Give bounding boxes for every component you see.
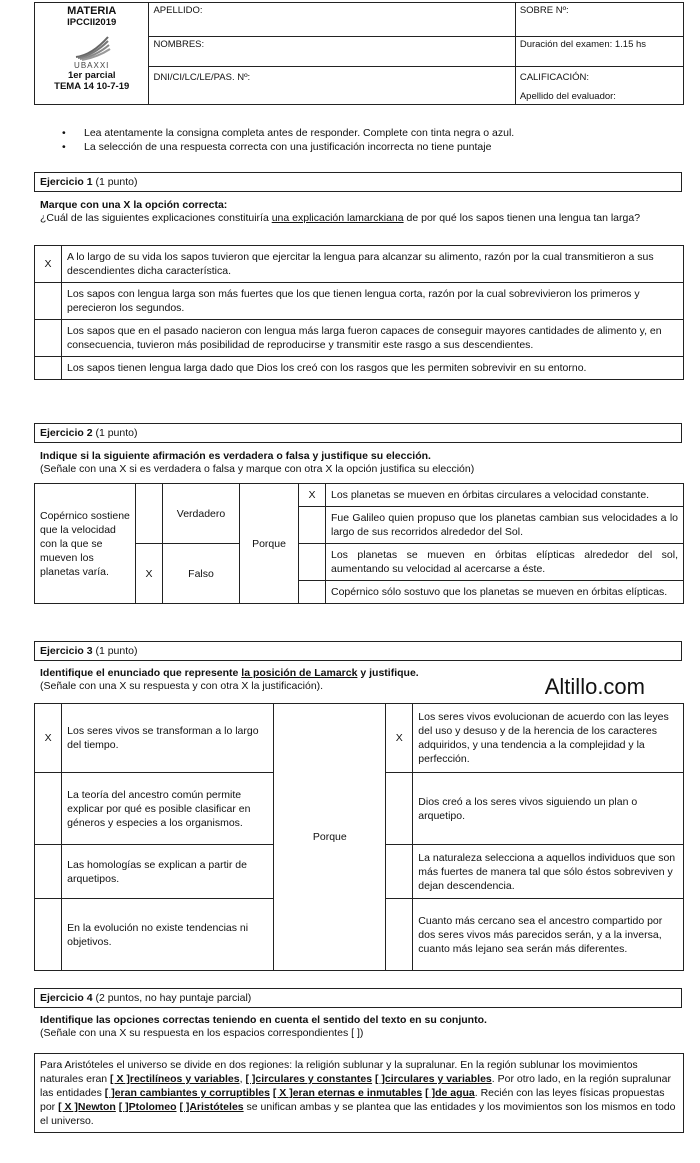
ex3-right-mark[interactable] [386,845,413,899]
ex4-option[interactable]: [ ]Aristóteles [179,1101,244,1113]
ex4-option[interactable]: [ X ]eran eternas e inmutables [272,1087,423,1099]
instruction-item: • Lea atentamente la consigna completa antes de responder. Complete con tinta negra o azul. [60,126,680,140]
ex4-option[interactable]: [ X ]rectilíneos y variables [110,1073,240,1085]
ex4-option[interactable]: [ ]de agua [425,1087,475,1099]
ex1-option[interactable] [35,246,684,283]
ex4-title-box [34,988,682,1008]
ex3-left-text: Los seres vivos se transforman a lo largo del tiempo. [62,704,274,773]
ex3-right-text: Cuanto más cercano sea el ancestro compartido por dos seres vivos más parecidos serán, y a la inversa, cuanto más lejano sea serán más diferentes. [413,899,684,971]
ex3-points: (1 punto) [92,645,138,657]
ex2-reason-text: Copérnico sólo sostuvo que los planetas se mueven en órbitas elípticas. [326,581,684,604]
ex4-option[interactable]: [ X ]Newton [58,1101,116,1113]
ex2-verdadero-mark[interactable] [136,484,163,544]
ex1-title: Ejercicio 1 [40,176,93,188]
ex2-falso-mark[interactable]: X [136,544,163,604]
calificacion-label: CALIFICACIÓN: [519,72,589,83]
ex1-option-text: Los sapos que en el pasado nacieron con lengua más larga fueron capaces de conseguir mayores cantidades de alimento y, en consecuencia, tuvieron más posibilidad de reproducirse y transmitir este rasgo a sus descendientes. [62,320,684,357]
apellido-field[interactable]: APELLIDO: [149,3,515,37]
ex1-question [40,199,680,225]
ex2-reason-mark[interactable] [299,507,326,544]
ex3-instruction-underlined: la posición de Lamarck [241,667,358,679]
ex2-reason-mark[interactable] [299,581,326,604]
ex3-instruction-end: y justifique. [357,667,419,679]
ex2-question [40,450,680,476]
ex3-table [34,703,684,971]
ex3-title: Ejercicio 3 [40,645,93,657]
ex1-option[interactable] [35,357,684,380]
ex2-title-box [34,423,682,443]
exam-header [34,2,684,105]
calificacion-box[interactable] [515,67,683,105]
ex1-q-text: ¿Cuál de las siguientes explicaciones constituiría [40,212,272,224]
ex2-reason-mark[interactable] [299,544,326,581]
ex4-text: se unifican ambas y se plantea que las entidades y los movimientos son los mismos en todo el universo. [40,1101,676,1127]
ex3-left-mark[interactable] [35,773,62,845]
nombres-field[interactable]: NOMBRES: [149,37,515,67]
ex4-option[interactable]: [ ]circulares y variables [375,1073,492,1085]
ex4-option[interactable]: [ ]circulares y constantes [245,1073,373,1085]
ex3-porque: Porque [274,704,386,971]
ex3-right-mark[interactable] [386,773,413,845]
ex4-option[interactable]: [ ]Ptolomeo [118,1101,177,1113]
ex1-option-mark[interactable] [35,283,62,320]
ex3-left-mark[interactable]: X [35,704,62,773]
ex2-falso-label: Falso [163,544,240,604]
ex1-option[interactable] [35,320,684,357]
evaluador-label: Apellido del evaluador: [519,91,616,102]
ex2-verdadero-label: Verdadero [163,484,240,544]
ex3-right-mark[interactable]: X [386,704,413,773]
ex2-sub: (Señale con una X si es verdadera o falsa y marque con otra X la opción justifica su elección) [40,463,475,475]
ex2-table [34,483,684,604]
ubaxxi-text: UBAXXI [74,61,110,70]
ex1-options-table [34,245,684,380]
ex4-question [40,1014,680,1040]
ex4-points: (2 puntos, no hay puntaje parcial) [92,992,252,1004]
ex1-points: (1 punto) [92,176,138,188]
ex2-porque: Porque [240,484,299,604]
ex1-q-underlined: una explicación lamarckiana [271,212,404,224]
ex2-reason-text: Los planetas se mueven en órbitas circulares a velocidad constante. [326,484,684,507]
ex1-option-text: Los sapos con lengua larga son más fuertes que los que tienen lengua corta, razón por la cual sobrevivieron los primeros y perecieron los segundos. [62,283,684,320]
ex1-option[interactable] [35,283,684,320]
ex3-sub: (Señale con una X su respuesta y con otra X la justificación). [40,680,324,692]
subject-box [35,3,149,105]
instruction-item: • La selección de una respuesta correcta con una justificación incorrecta no tiene puntaje [60,140,680,154]
ex4-option[interactable]: [ ]eran cambiantes y corruptibles [104,1087,270,1099]
ex3-right-text: Dios creó a los seres vivos siguiendo un plan o arquetipo. [413,773,684,845]
ex1-option-text: A lo largo de su vida los sapos tuvieron que ejercitar la lengua para alcanzar su alimento, razón por la cual transmitieron a sus descendientes dicha característica. [62,246,684,283]
duracion-label: Duración del examen: 1.15 hs [515,37,683,67]
subject-label: MATERIA [67,5,117,17]
ex2-reason-text: Los planetas se mueven en órbitas elípticas alrededor del sol, aumentando su velocidad al acercarse a éste. [326,544,684,581]
ex3-instruction: Identifique el enunciado que represente [40,667,242,679]
ex4-text: Para Aristóteles el universo se divide en dos regiones: la religión sublunar y la supralunar. En la región sublunar los movimientos naturales eran [40,1059,638,1085]
subject-code: IPCCII2019 [67,17,117,28]
sobre-field[interactable]: SOBRE Nº: [515,3,683,37]
ex2-points: (1 punto) [92,427,138,439]
ex1-option-mark[interactable] [35,320,62,357]
ex2-instruction: Indique si la siguiente afirmación es verdadera o falsa y justifique su elección. [40,450,431,462]
ex1-option-text: Los sapos tienen lengua larga dado que Dios los creó con los rasgos que les permiten sobrevivir en su entorno. [62,357,684,380]
ex4-title: Ejercicio 4 [40,992,93,1004]
ex3-title-box [34,641,682,661]
dni-field[interactable]: DNI/CI/LC/LE/PAS. Nº: [149,67,515,105]
ex4-instruction: Identifique las opciones correctas teniendo en cuenta el sentido del texto en su conjunto. [40,1014,487,1026]
tema-label: TEMA 14 10-7-19 [54,81,130,92]
ex4-paragraph [34,1053,684,1133]
ex2-reason-text: Fue Galileo quien propuso que los planetas cambian sus velocidades a lo largo de sus recorridos alrededor del Sol. [326,507,684,544]
ex2-reason-mark[interactable]: X [299,484,326,507]
altillo-watermark: Altillo.com [544,674,645,699]
ex1-instruction: Marque con una X la opción correcta: [40,199,228,211]
ex3-right-text: Los seres vivos evolucionan de acuerdo con las leyes del uso y desuso y de la herencia de los caracteres adquiridos, y una tendencia a la complejidad y la perfección. [413,704,684,773]
ex4-sub: (Señale con una X su respuesta en los espacios correspondientes [ ]) [40,1027,364,1039]
ex3-right-mark[interactable] [386,899,413,971]
ex3-left-mark[interactable] [35,899,62,971]
ex3-left-text: Las homologías se explican a partir de arquetipos. [62,845,274,899]
ex4-text: . Recién con las leyes físicas propuestas por [40,1087,665,1113]
ex3-left-mark[interactable] [35,845,62,899]
ex2-title: Ejercicio 2 [40,427,93,439]
ex3-left-text: En la evolución no existe tendencias ni objetivos. [62,899,274,971]
ex2-statement: Copérnico sostiene que la velocidad con la que se mueven los planetas varía. [35,484,136,604]
ex1-q-text-end: de por qué los sapos tienen una lengua tan larga? [403,212,641,224]
ex1-option-mark[interactable] [35,357,62,380]
ex3-question [40,667,500,693]
ubaxxi-logo [72,31,112,61]
instructions-list [60,126,680,154]
ex4-text: . Por otro lado, en la región supralunar las entidades [40,1073,671,1099]
parcial-label: 1er parcial [67,70,116,81]
ex3-right-text: La naturaleza selecciona a aquellos individuos que son más fuertes de manera tal que sólo éstos sobreviven y dejan descendencia. [413,845,684,899]
ex3-left-text: La teoría del ancestro común permite explicar por qué es posible clasificar en géneros y especies a los organismos. [62,773,274,845]
ex4-text: , [239,1073,246,1085]
ex1-title-box [34,172,682,192]
ex1-option-mark[interactable]: X [35,246,62,283]
